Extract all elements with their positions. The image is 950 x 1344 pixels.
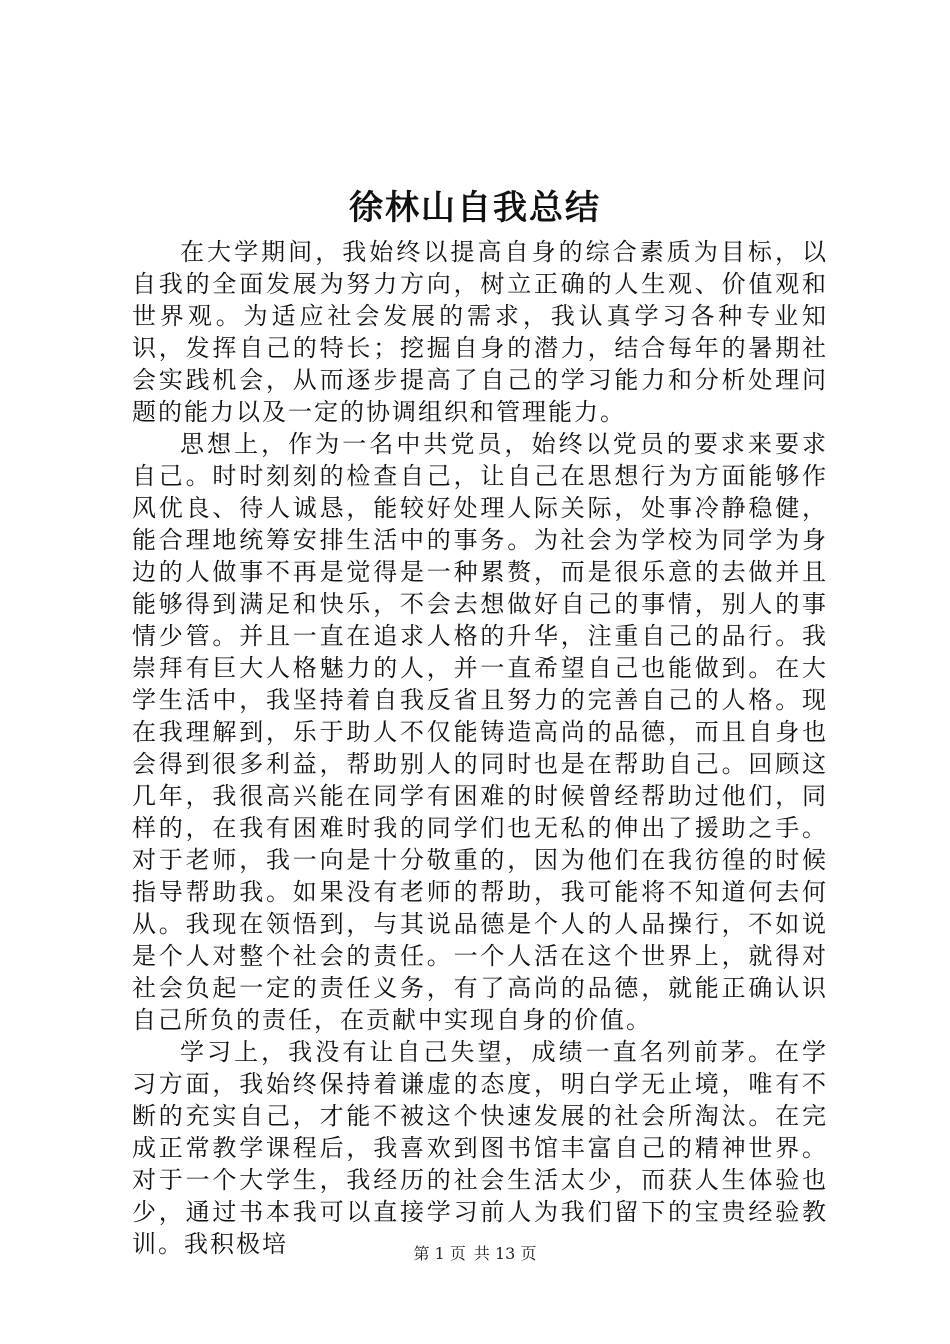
- document-body: [132, 236, 828, 1260]
- paragraph-intro: 在大学期间，我始终以提高自身的综合素质为目标，以自我的全面发展为努力方向，树立正确的人生观、价值观和世界观。为适应社会发展的需求，我认真学习各种专业知识，发挥自己的特长；挖掘自身的潜力，结合每年的暑期社会实践机会，从而逐步提高了自己的学习能力和分析处理问题的能力以及一定的协调组织和管理能力。: [132, 238, 828, 426]
- page-title: 徐林山自我总结: [349, 188, 601, 228]
- paragraph-thought: 思想上，作为一名中共党员，始终以党员的要求来要求自己。时时刻刻的检查自己，让自己在思想行为方面能够作风优良、待人诚恳，能较好处理人际关际，处事冷静稳健，能合理地统筹安排生活中的事务。为社会为学校为同学为身边的人做事不再是觉得是一种累赘，而是很乐意的去做并且能够得到满足和快乐，不会去想做好自己的事情，别人的事情少管。并且一直在追求人格的升华，注重自己的品行。我崇拜有巨大人格魅力的人，并一直希望自己也能做到。在大学生活中，我坚持着自我反省且努力的完善自己的人格。现在我理解到，乐于助人不仅能铸造高尚的品德，而且自身也会得到很多利益，帮助别人的同时也是在帮助自己。回顾这几年，我很高兴能在同学有困难的时候曾经帮助过他们，同样的，在我有困难时我的同学们也无私的伸出了援助之手。对于老师，我一向是十分敬重的，因为他们在我彷徨的时候指导帮助我。如果没有老师的帮助，我可能将不知道何去何从。我现在领悟到，与其说品德是个人的人品操行，不如说是个人对整个社会的责任。一个人活在这个世界上，就得对社会负起一定的责任义务，有了高尚的品德，就能正确认识自己所负的责任，在贡献中实现自身的价值。: [132, 430, 828, 1034]
- paragraph-study: 学习上，我没有让自己失望，成绩一直名列前茅。在学习方面，我始终保持着谦虚的态度，明白学无止境，唯有不断的充实自己，才能不被这个快速发展的社会所淘汰。在完成正常教学课程后，我喜欢到图书馆丰富自己的精神世界。对于一个大学生，我经历的社会生活太少，而获人生体验也少，通过书本我可以直接学习前人为我们留下的宝贵经验教训。我积极培: [132, 1038, 828, 1258]
- page-number: 第 1 页: [413, 1244, 466, 1263]
- page-total: 共 13 页: [473, 1244, 537, 1263]
- page-footer: [0, 1243, 950, 1265]
